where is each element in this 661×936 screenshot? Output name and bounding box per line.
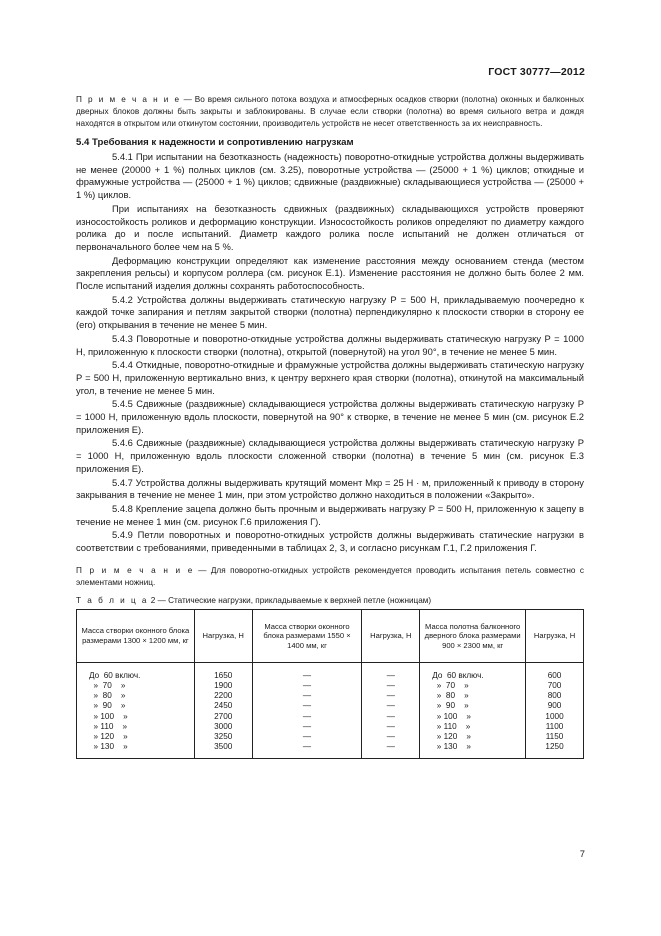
note-2-text: — Для поворотно-откидных устройств рекомендуется проводить испытания петель совместно с элементами ножниц.	[76, 565, 584, 587]
header-load-3: Нагрузка, Н	[526, 609, 584, 662]
paragraph-5-4-1: 5.4.1 При испытании на безотказность (надежность) поворотно-откидные устройства должны выдерживать не менее (20000 + 1 %) полных циклов (см. 3.25), поворотные устройства — (25000 + 1 %) циклов; откидные и фрамужные устройства — (25000 + 1 %) циклов; сдвижные (раздвижные) складывающиеся устройства — (25000 + 1 %) циклов.	[76, 151, 584, 201]
col-load-1	[194, 662, 252, 759]
col-load-2	[362, 662, 420, 759]
cell-mass-door: До 60 включ. » 70 » » 80 » » 90 » » 100 » » 110 » » 120 » » 130 »	[432, 670, 484, 752]
paragraph-5-4-6: 5.4.6 Сдвижные (раздвижные) складывающиеся устройства должны выдерживать статическую нагрузку P = 1000 Н, приложенную вдоль плоскости сложенной створки (полотна) в течение 5 мин (см. рисунок Е.3 приложения Е).	[76, 437, 584, 474]
table-header-row	[77, 609, 584, 662]
paragraph-5-4-5: 5.4.5 Сдвижные (раздвижные) складывающиеся устройства должны выдерживать статическую нагрузку P = 1000 Н, приложенную вдоль плоскости, повернутой на 90° к створке, в течение не менее 5 мин (см. рисунок Е.2 приложения Е).	[76, 398, 584, 435]
header-load-2: Нагрузка, Н	[362, 609, 420, 662]
cell-load-3: 600 700 800 900 1000 1100 1150 1250	[545, 670, 564, 752]
header-load-1: Нагрузка, Н	[194, 609, 252, 662]
cell-load-2: — — — — — — — —	[386, 670, 395, 752]
cell-mass-window-2: — — — — — — — —	[302, 670, 312, 752]
page-content	[76, 94, 584, 759]
note-1	[76, 94, 584, 130]
static-load-table	[76, 609, 584, 760]
table-caption	[76, 595, 584, 606]
paragraph-deformation: Деформацию конструкции определяют как изменение расстояния между основанием стенда (местом закрепления рельсы) и корпусом роллера (см. рисунок Е.1). Изменение расстояния не должно быть более 2 мм. После испытаний изделия должны сохранять работоспособность.	[76, 254, 584, 292]
paragraph-5-4-2: 5.4.2 Устройства должны выдерживать статическую нагрузку P = 500 Н, прикладываемую поочередно к каждой точке запирания и петлям закрытой створки (полотна) перпендикулярно к плоскости створки в сторону ее (его) открывания в течение не менее 5 мин.	[76, 293, 584, 331]
section-title: 5.4 Требования к надежности и сопротивлению нагрузкам	[76, 137, 354, 148]
paragraph-5-4-7: 5.4.7 Устройства должны выдерживать крутящий момент Mкр = 25 Н · м, приложенный к приводу в сторону закрывания в течение не менее 1 мин, при этом устройство должно находиться в положении «Закрыто».	[76, 476, 584, 501]
header-mass-door: Масса полотна балконного дверного блока размерами 900 × 2300 мм, кг	[420, 609, 526, 662]
note-1-text: — Во время сильного потока воздуха и атмосферных осадков створки (полотна) оконных и балконных дверных блоков должны быть закрыты и заблокированы. В случае если створки (полотна) во время сильного ветра и дождя находятся в открытом или откинутом состоянии, производитель устройств не несет ответственность за их неисправность.	[76, 95, 584, 128]
header-mass-window-2: Масса створки оконного блока размерами 1550 × 1400 мм, кг	[252, 609, 362, 662]
paragraph-5-4-4: 5.4.4 Откидные, поворотно-откидные и фрамужные устройства должны выдерживать статическую нагрузку P = 500 Н, приложенную вертикально вниз, к центру верхнего края створки (полотна), откинутой на максимальный угол, в течение не менее 5 мин.	[76, 359, 584, 396]
note-2-label: П р и м е ч а н и е	[76, 565, 194, 575]
table-caption-text: 2 — Статические нагрузки, прикладываемые к верхней петле (ножницам)	[148, 595, 432, 605]
table-caption-label: Т а б л и ц а	[76, 595, 149, 605]
note-1-label: П р и м е ч а н и е	[76, 95, 181, 104]
col-mass-window-2	[252, 662, 362, 759]
paragraph-5-4-9: 5.4.9 Петли поворотных и поворотно-откидных устройств должны выдерживать статические нагрузки в соответствии с требованиями, приведенными в таблицах 2, 3, и согласно рисункам Г.1, Г.2 приложения Г.	[76, 529, 584, 554]
note-2	[76, 565, 584, 589]
col-load-3	[526, 662, 584, 759]
paragraph-5-4-8: 5.4.8 Крепление зацепа должно быть прочным и выдерживать нагрузку P = 500 Н, приложенную к зацепу в течение не менее 1 мин (см. рисунок Г.6 приложения Г).	[76, 502, 584, 527]
col-mass-window-1	[77, 662, 195, 759]
table-row	[77, 662, 584, 759]
col-mass-door	[420, 662, 526, 759]
cell-load-1: 1650 1900 2200 2450 2700 3000 3250 3500	[214, 670, 233, 752]
paragraph-5-4-3: 5.4.3 Поворотные и поворотно-откидные устройства должны выдерживать статическую нагрузку P = 1000 Н, приложенную к плоскости створки (полотна), открытой (повернутой) на угол 90°, в течение не менее 5 мин.	[76, 332, 584, 357]
document-id: ГОСТ 30777—2012	[488, 66, 585, 78]
cell-mass-window-1: До 60 включ. » 70 » » 80 » » 90 » » 100 » » 110 » » 120 » » 130 »	[89, 670, 141, 752]
page-number: 7	[579, 848, 585, 859]
header-mass-window-1: Масса створки оконного блока размерами 1300 × 1200 мм, кг	[77, 609, 195, 662]
paragraph-rollers: При испытаниях на безотказность сдвижных (раздвижных) складывающихся устройств проверяют износостойкость роликов и деформацию конструкции. Износостойкость роликов определяют по диаметру каждого ролика до и после испытаний. Диаметр каждого ролика после испытаний не должен отличаться от первоначального более чем на 5 %.	[76, 202, 584, 252]
